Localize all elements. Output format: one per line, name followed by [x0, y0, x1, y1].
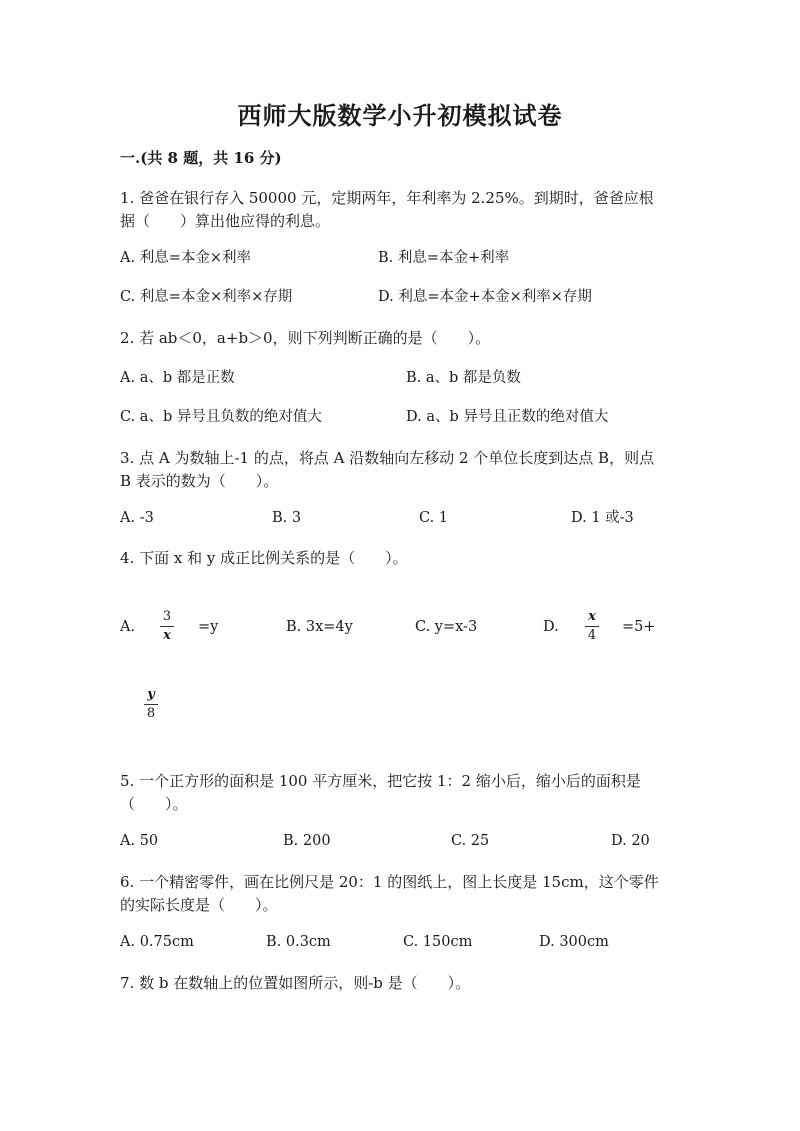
option-c: C. 25 [451, 833, 490, 849]
question-text: 4. 下面 x 和 y 成正比例关系的是（ ）。 [120, 549, 408, 567]
fraction-denominator: 8 [146, 706, 156, 721]
option-b: B. 利息=本金+利率 [378, 250, 510, 266]
option-c: C. y=x-3 [415, 619, 478, 635]
option-d: D. a、b 异号且正数的绝对值大 [406, 409, 609, 425]
option-a: A. 50 [120, 833, 159, 849]
option-c: C. 利息=本金×利率×存期 [120, 289, 293, 305]
fraction-denominator: x [163, 628, 171, 643]
question-text: 5. 一个正方形的面积是 100 平方厘米，把它按 1：2 缩小后，缩小后的面积是 [120, 772, 641, 790]
option-b: B. 0.3cm [266, 934, 331, 950]
option-d: D. 20 [611, 833, 650, 849]
question-1 [120, 187, 680, 233]
question-text: 据（ ）算出他应得的利息。 [120, 212, 331, 230]
question-text: 1. 爸爸在银行存入 50000 元，定期两年，年利率为 2.25%。到期时，爸爸应根 [120, 189, 654, 207]
option-a-rest: =y [198, 619, 219, 635]
fraction-numerator: x [588, 609, 596, 624]
option-b: B. 3 [272, 510, 302, 526]
option-b: B. a、b 都是负数 [406, 370, 521, 386]
fraction-denominator: 4 [587, 628, 597, 643]
question-7 [120, 972, 680, 995]
question-4 [120, 547, 680, 570]
fraction-numerator: y [147, 687, 155, 702]
option-c: C. a、b 异号且负数的绝对值大 [120, 409, 322, 425]
option-a: A. 利息=本金×利率 [120, 250, 251, 266]
section-heading: 一.(共 8 题，共 16 分) [120, 149, 282, 167]
question-text: 的实际长度是（ ）。 [120, 896, 278, 914]
option-c: C. 150cm [403, 934, 473, 950]
question-text: 2. 若 ab＜0，a+b＞0，则下列判断正确的是（ ）。 [120, 329, 491, 347]
fraction-numerator: 3 [162, 609, 172, 624]
option-a: A. -3 [120, 510, 154, 526]
question-text: 6. 一个精密零件，画在比例尺是 20：1 的图纸上，图上长度是 15cm，这个零件 [120, 873, 659, 891]
question-text: 3. 点 A 为数轴上-1 的点，将点 A 沿数轴向左移动 2 个单位长度到达点 B，则点 [120, 449, 655, 467]
option-d: D. 1 或-3 [571, 510, 634, 526]
option-a-label: A. [120, 619, 136, 635]
fraction-bar [585, 626, 599, 627]
question-2 [120, 327, 680, 350]
option-d-rest: =5+ [622, 619, 656, 635]
question-3 [120, 447, 680, 493]
fraction-y-over-8 [144, 688, 158, 721]
option-b: B. 200 [283, 833, 331, 849]
fraction-x-over-4 [585, 610, 599, 643]
option-d: D. 利息=本金+本金×利率×存期 [378, 289, 592, 305]
fraction-3-over-x [160, 610, 174, 643]
question-6 [120, 871, 680, 917]
question-5 [120, 770, 680, 816]
page-title: 西师大版数学小升初模拟试卷 [237, 101, 563, 130]
option-d: D. 300cm [539, 934, 609, 950]
fraction-bar [144, 704, 158, 705]
option-a: A. 0.75cm [120, 934, 194, 950]
option-d-label: D. [543, 619, 559, 635]
option-a: A. a、b 都是正数 [120, 370, 235, 386]
question-text: B 表示的数为（ ）。 [120, 472, 279, 490]
option-c: C. 1 [419, 510, 449, 526]
option-b: B. 3x=4y [286, 619, 353, 635]
fraction-bar [160, 626, 174, 627]
question-text: （ ）。 [120, 795, 188, 813]
question-text: 7. 数 b 在数轴上的位置如图所示，则-b 是（ ）。 [120, 974, 471, 992]
